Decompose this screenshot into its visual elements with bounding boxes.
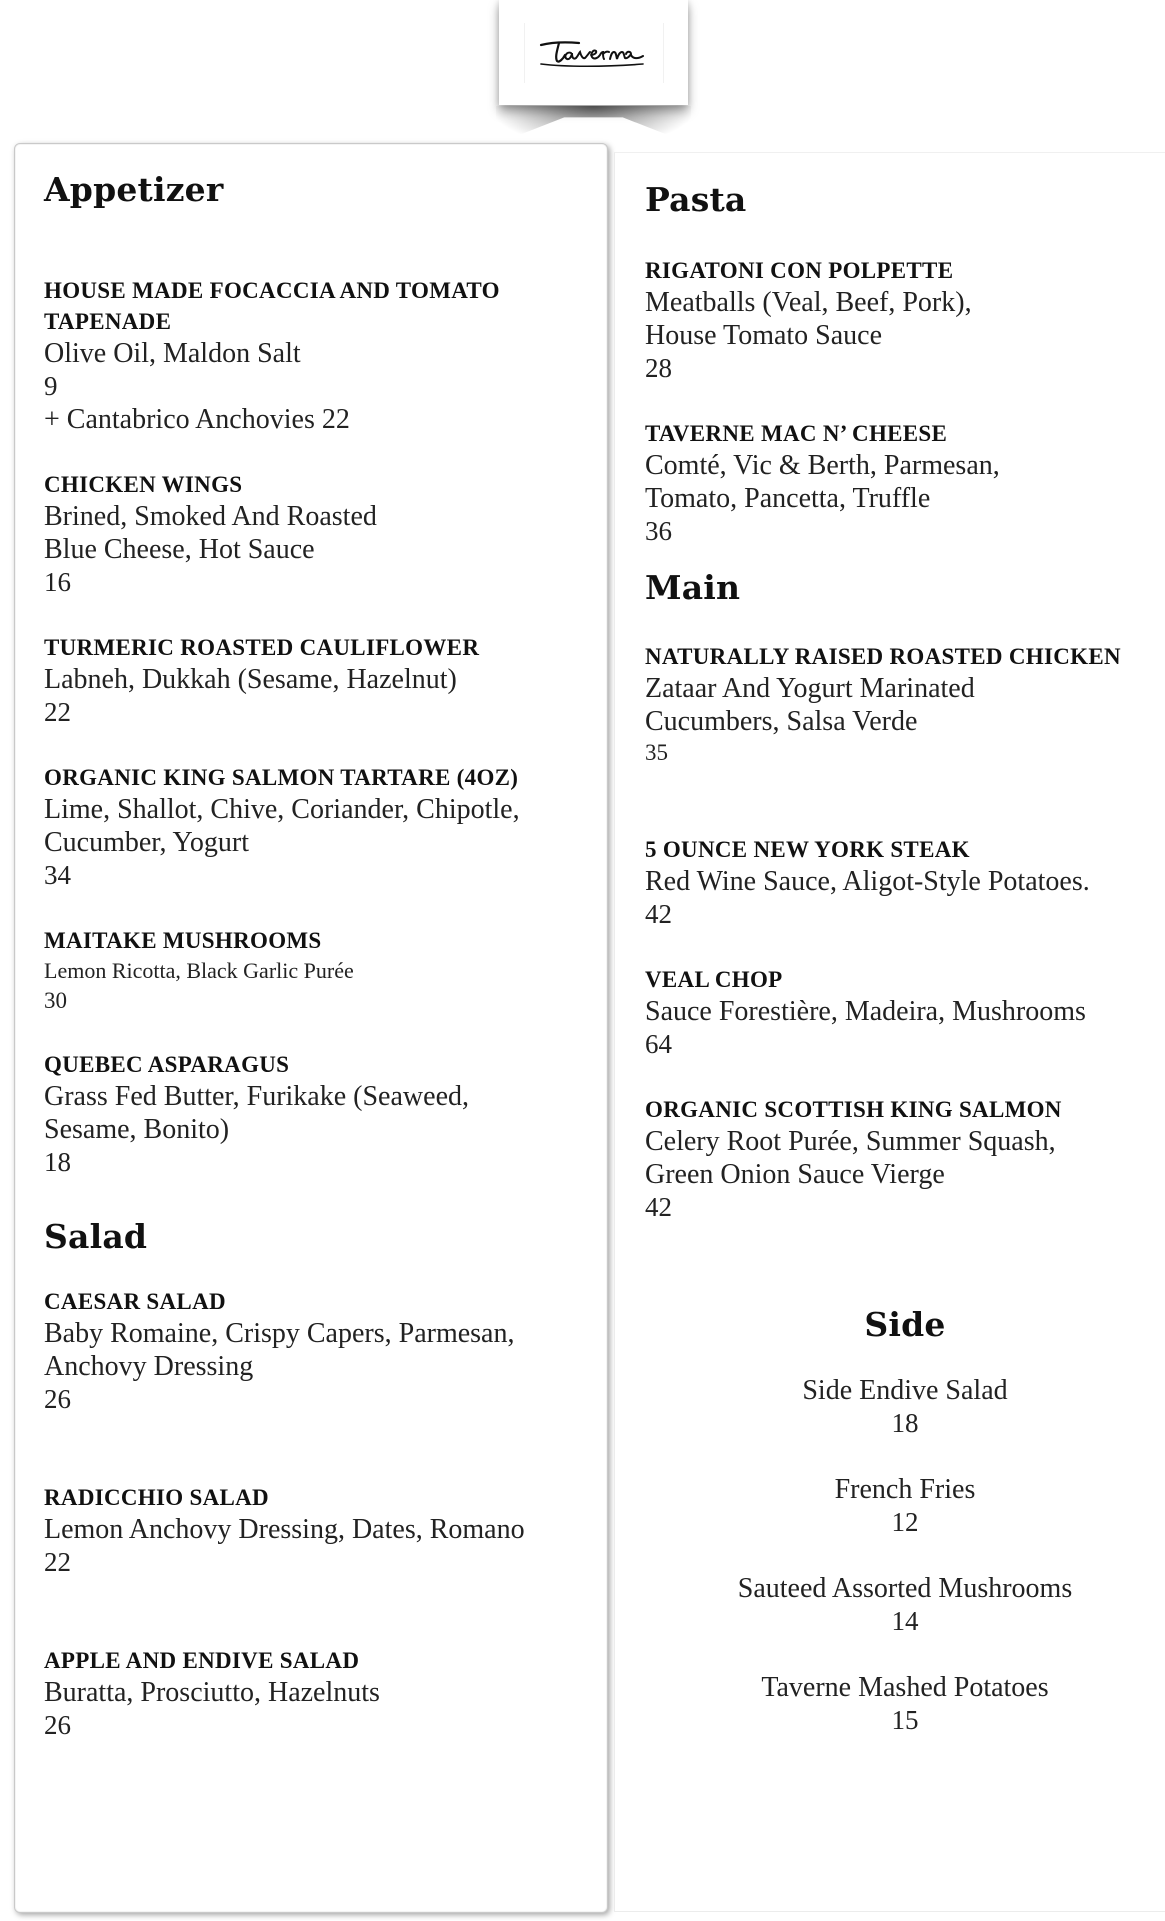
item-description: Celery Root Purée, Summer Squash, — [645, 1126, 1056, 1157]
item-description: Meatballs (Veal, Beef, Pork), — [645, 287, 972, 318]
menu-item — [44, 275, 604, 436]
item-price: 42 — [645, 1192, 672, 1222]
item-price: 22 — [44, 697, 71, 727]
logo-text: Taverne — [534, 32, 539, 34]
item-description: Grass Fed Butter, Furikake (Seaweed, — [44, 1081, 469, 1112]
side-title: Side — [864, 1305, 946, 1344]
item-price: 9 — [44, 371, 58, 401]
main-title: Main — [645, 568, 741, 607]
side-item — [690, 1473, 1120, 1539]
menu-item — [645, 1094, 1155, 1224]
item-price: 64 — [645, 1029, 672, 1059]
menu-item — [645, 834, 1155, 931]
right-column — [645, 180, 1155, 1224]
menu-item — [645, 964, 1155, 1061]
item-description: Baby Romaine, Crispy Capers, Parmesan, — [44, 1318, 515, 1349]
item-description: Lime, Shallot, Chive, Coriander, Chipotle, — [44, 794, 520, 825]
item-name: CHICKEN WINGS — [44, 472, 243, 497]
item-description: Comté, Vic & Berth, Parmesan, — [645, 450, 1000, 481]
side-item-name: Sauteed Assorted Mushrooms — [737, 1573, 1073, 1604]
item-price: 36 — [645, 516, 672, 546]
menu-item — [44, 925, 604, 1016]
item-name: TAVERNE MAC N’ CHEESE — [645, 421, 948, 446]
item-description: House Tomato Sauce — [645, 320, 883, 351]
side-item-price: 12 — [891, 1507, 919, 1537]
side-item — [690, 1671, 1120, 1737]
item-description: Anchovy Dressing — [44, 1351, 254, 1382]
menu-item — [645, 418, 1155, 548]
logo-tab-shadow — [496, 106, 691, 144]
item-description: Zataar And Yogurt Marinated — [645, 673, 975, 704]
menu-item — [44, 1286, 604, 1416]
salad-title: Salad — [44, 1217, 148, 1256]
item-name: RADICCHIO SALAD — [44, 1485, 269, 1510]
item-description: Sesame, Bonito) — [44, 1114, 230, 1145]
menu-item — [44, 632, 604, 729]
logo-tab — [499, 0, 688, 105]
side-item-name: Side Endive Salad — [802, 1375, 1008, 1406]
item-description: Lemon Ricotta, Black Garlic Purée — [44, 958, 354, 983]
item-name: MAITAKE MUSHROOMS — [44, 928, 322, 953]
item-description: Buratta, Prosciutto, Hazelnuts — [44, 1677, 380, 1708]
item-description: Brined, Smoked And Roasted — [44, 501, 377, 532]
item-price: 22 — [44, 1547, 71, 1577]
item-name: ORGANIC KING SALMON TARTARE (4OZ) — [44, 765, 519, 790]
item-description: Cucumbers, Salsa Verde — [645, 706, 918, 737]
item-name: QUEBEC ASPARAGUS — [44, 1052, 290, 1077]
item-price: 16 — [44, 567, 71, 597]
side-item — [690, 1572, 1120, 1638]
item-price: 28 — [645, 353, 672, 383]
item-description: Lemon Anchovy Dressing, Dates, Romano — [44, 1514, 525, 1545]
taverne-logo-icon — [535, 33, 653, 73]
menu-item — [44, 1645, 604, 1742]
item-name: RIGATONI CON POLPETTE — [645, 258, 954, 283]
item-description: Tomato, Pancetta, Truffle — [645, 483, 931, 514]
item-name: VEAL CHOP — [645, 967, 783, 992]
menu-item — [645, 255, 1155, 385]
side-item-name: French Fries — [834, 1474, 976, 1505]
menu-item — [44, 469, 604, 599]
item-price: 30 — [44, 988, 67, 1013]
item-name: CAESAR SALAD — [44, 1289, 226, 1314]
item-addon: + Cantabrico Anchovies 22 — [44, 404, 350, 435]
item-price: 26 — [44, 1384, 71, 1414]
item-price: 18 — [44, 1147, 71, 1177]
menu-item — [44, 1482, 604, 1579]
item-name: 5 OUNCE NEW YORK STEAK — [645, 837, 970, 862]
logo — [524, 23, 664, 83]
menu-item — [44, 1049, 604, 1179]
menu-item — [645, 641, 1155, 768]
pasta-title: Pasta — [645, 180, 747, 219]
item-price: 34 — [44, 860, 71, 890]
left-column — [44, 170, 604, 1742]
menu-item — [44, 762, 604, 892]
side-item-price: 18 — [891, 1408, 919, 1438]
item-description: Cucumber, Yogurt — [44, 827, 249, 858]
item-price: 35 — [645, 740, 668, 765]
side-section — [690, 1305, 1120, 1770]
item-description: Sauce Forestière, Madeira, Mushrooms — [645, 996, 1086, 1027]
item-name: APPLE AND ENDIVE SALAD — [44, 1648, 360, 1673]
item-description: Red Wine Sauce, Aligot-Style Potatoes. — [645, 866, 1090, 897]
side-item-price: 14 — [891, 1606, 919, 1636]
item-name: NATURALLY RAISED ROASTED CHICKEN — [645, 644, 1121, 669]
appetizer-title: Appetizer — [44, 170, 224, 209]
item-price: 42 — [645, 899, 672, 929]
item-name: ORGANIC SCOTTISH KING SALMON — [645, 1097, 1062, 1122]
item-name: TURMERIC ROASTED CAULIFLOWER — [44, 635, 480, 660]
item-name: HOUSE MADE FOCACCIA AND TOMATO TAPENADE — [44, 278, 500, 334]
side-item-price: 15 — [891, 1705, 919, 1735]
item-description: Green Onion Sauce Vierge — [645, 1159, 945, 1190]
item-description: Blue Cheese, Hot Sauce — [44, 534, 315, 565]
item-price: 26 — [44, 1710, 71, 1740]
side-item — [690, 1374, 1120, 1440]
item-description: Labneh, Dukkah (Sesame, Hazelnut) — [44, 664, 457, 695]
item-description: Olive Oil, Maldon Salt — [44, 338, 301, 369]
side-item-name: Taverne Mashed Potatoes — [761, 1672, 1049, 1703]
